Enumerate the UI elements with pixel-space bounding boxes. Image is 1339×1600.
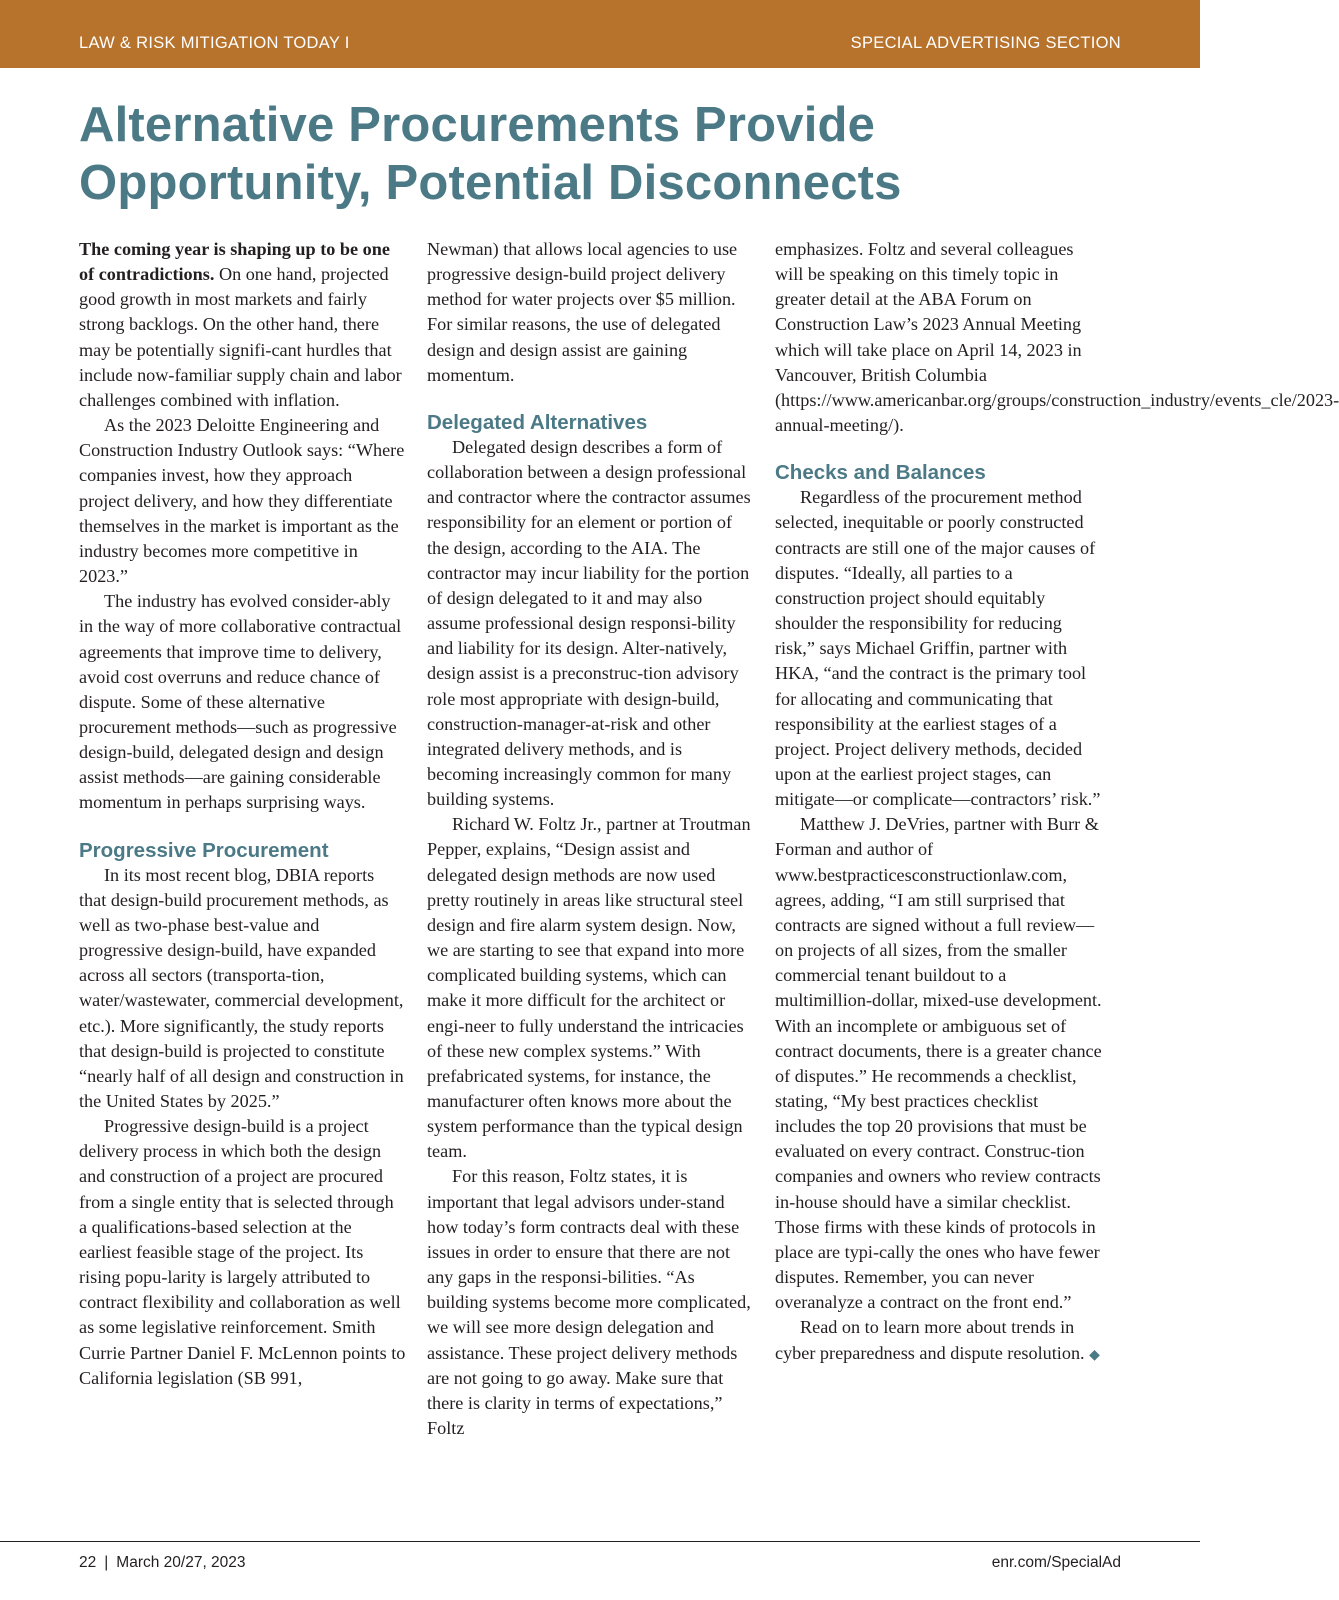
footer-folio: [79, 1554, 246, 1572]
paragraph: Newman) that allows local agencies to use progressive design-build project delivery method for water projects over $5 million. For similar reasons, the use of delegated design and design assist are gaining momentum.: [427, 239, 738, 385]
footer-rule: [0, 1541, 1200, 1542]
paragraph-text: On one hand, projected good growth in most markets and fairly strong backlogs. On the other hand, there may be potentially signifi-cant hurdles that include now-familiar supply chain and labor challenges combined with inflation.: [79, 264, 402, 410]
footer-site: enr.com/SpecialAd: [991, 1554, 1121, 1571]
article-column-2: [427, 237, 754, 1441]
subheading-checks-and-balances: Checks and Balances: [775, 461, 986, 485]
subheading-progressive-procurement: Progressive Procurement: [79, 838, 329, 862]
section-label: LAW & RISK MITIGATION TODAY I: [79, 34, 350, 52]
paragraph: Matthew J. DeVries, partner with Burr & Forman and author of www.bestpracticesconstructionlaw.com, agrees, adding, “I am still surprised that contracts are signed without a full review—on projects of all sizes, from the smaller commercial tenant buildout to a multimillion-dollar, mixed-use development. With an incomplete or ambiguous set of contract documents, there is a greater chance of disputes.” He recommends a checklist, stating, “My best practices checklist includes the top 20 provisions that must be evaluated on every contract. Construc-tion companies and owners who review contracts in-house should have a similar checklist. Those firms with these kinds of protocols in place are typi-cally the ones who have fewer disputes. Remember, you can never overanalyze a contract on the front end.”: [775, 814, 1102, 1313]
paragraph: In its most recent blog, DBIA reports that design-build procurement methods, as well as two-phase best-value and progressive design-build, have expanded across all sectors (transporta-tion, water/wastewater, commercial development, etc.). More significantly, the study reports that design-build is projected to constitute “nearly half of all design and construction in the United States by 2025.”: [79, 864, 404, 1111]
article-title: Alternative Procurements Provide Opportunity, Potential Disconnects: [79, 98, 902, 210]
paragraph: The industry has evolved consider-ably in the way of more collaborative contractual agreements that improve time to delivery, avoid cost overruns and reduce chance of dispute. Some of these alternative procurement methods—such as progressive design-build, delegated design and design assist methods—are gaining considerable momentum in perhaps surprising ways.: [79, 591, 402, 813]
paragraph: Regardless of the procurement method selected, inequitable or poorly constructed contracts are still one of the major causes of disputes. “Ideally, all parties to a construction project should equitably shoulder the responsibility for reducing risk,” says Michael Griffin, partner with HKA, “and the contract is the primary tool for allocating and communicating that responsibility at the earliest stages of a project. Project delivery methods, decided upon at the earliest project stages, can mitigate—or complicate—contractors’ risk.”: [775, 487, 1101, 810]
advertising-label: SPECIAL ADVERTISING SECTION: [850, 34, 1121, 52]
paragraph: Progressive design-build is a project delivery process in which both the design and construction of a project are procured from a single entity that is selected through a qualifications-based selection at the earliest feasible stage of the project. Its rising popu-larity is largely attributed to contract flexibility and collaboration as well as some legislative reinforcement. Smith Currie Partner Daniel F. McLennon points to California legislation (SB 991,: [79, 1116, 406, 1388]
end-diamond-icon: ◆: [1089, 1347, 1100, 1363]
paragraph-text: Read on to learn more about trends in cyber preparedness and dispute resolution.: [775, 1317, 1085, 1363]
issue-date: March 20/27, 2023: [116, 1554, 246, 1571]
paragraph: [79, 237, 406, 413]
paragraph: For this reason, Foltz states, it is important that legal advisors under-stand how today’s form contracts deal with these issues in order to ensure that there are not any gaps in the responsi-bilities. “As building systems become more complicated, we will see more design delegation and assistance. These project delivery methods are not going to go away. Make sure that there is clarity in terms of expectations,” Foltz: [427, 1166, 751, 1439]
page-number: 22: [79, 1554, 97, 1571]
article-column-1: [79, 237, 406, 1391]
paragraph: Richard W. Foltz Jr., partner at Troutman Pepper, explains, “Design assist and delegated design methods are now used pretty routinely in areas like structural steel design and fire alarm system design. Now, we are starting to see that expand into more complicated building systems, which can make it more difficult for the architect or engi-neer to fully understand the intricacies of these new complex systems.” With prefabricated systems, for instance, the manufacturer often knows more about the system performance than the typical design team.: [427, 814, 751, 1162]
header-band: [0, 0, 1200, 68]
paragraph: Delegated design describes a form of collaboration between a design professional and contractor where the contractor assumes responsibility for an element or portion of the design, according to the AIA. The contractor may incur liability for the portion of design delegated to it and may also assume professional design responsi-bility and liability for its design. Alter-natively, design assist is a preconstruc-tion advisory role most appropriate with design-build, construction-manager-at-risk and other integrated delivery methods, and is becoming increasingly common for many building systems.: [427, 436, 751, 810]
footer-divider: |: [104, 1554, 109, 1571]
article-column-3: [775, 237, 1339, 1368]
paragraph: As the 2023 Deloitte Engineering and Construction Industry Outlook says: “Where companies invest, how they approach project delivery, and how they differentiate themselves in the market is important as the industry becomes more competitive in 2023.”: [79, 415, 405, 587]
lead-in: The coming year is shaping up to be one of contradictions.: [79, 239, 390, 285]
paragraph: emphasizes. Foltz and several colleagues will be speaking on this timely topic in greater detail at the ABA Forum on Construction Law’s 2023 Annual Meeting which will take place on April 14, 2023 in Vancouver, British Columbia (https://www.americanbar.org/groups/construction_industry/events_cle/2023-annual-meeting/).: [775, 239, 1339, 436]
paragraph: [775, 1315, 1102, 1367]
subheading-delegated-alternatives: Delegated Alternatives: [427, 410, 648, 434]
